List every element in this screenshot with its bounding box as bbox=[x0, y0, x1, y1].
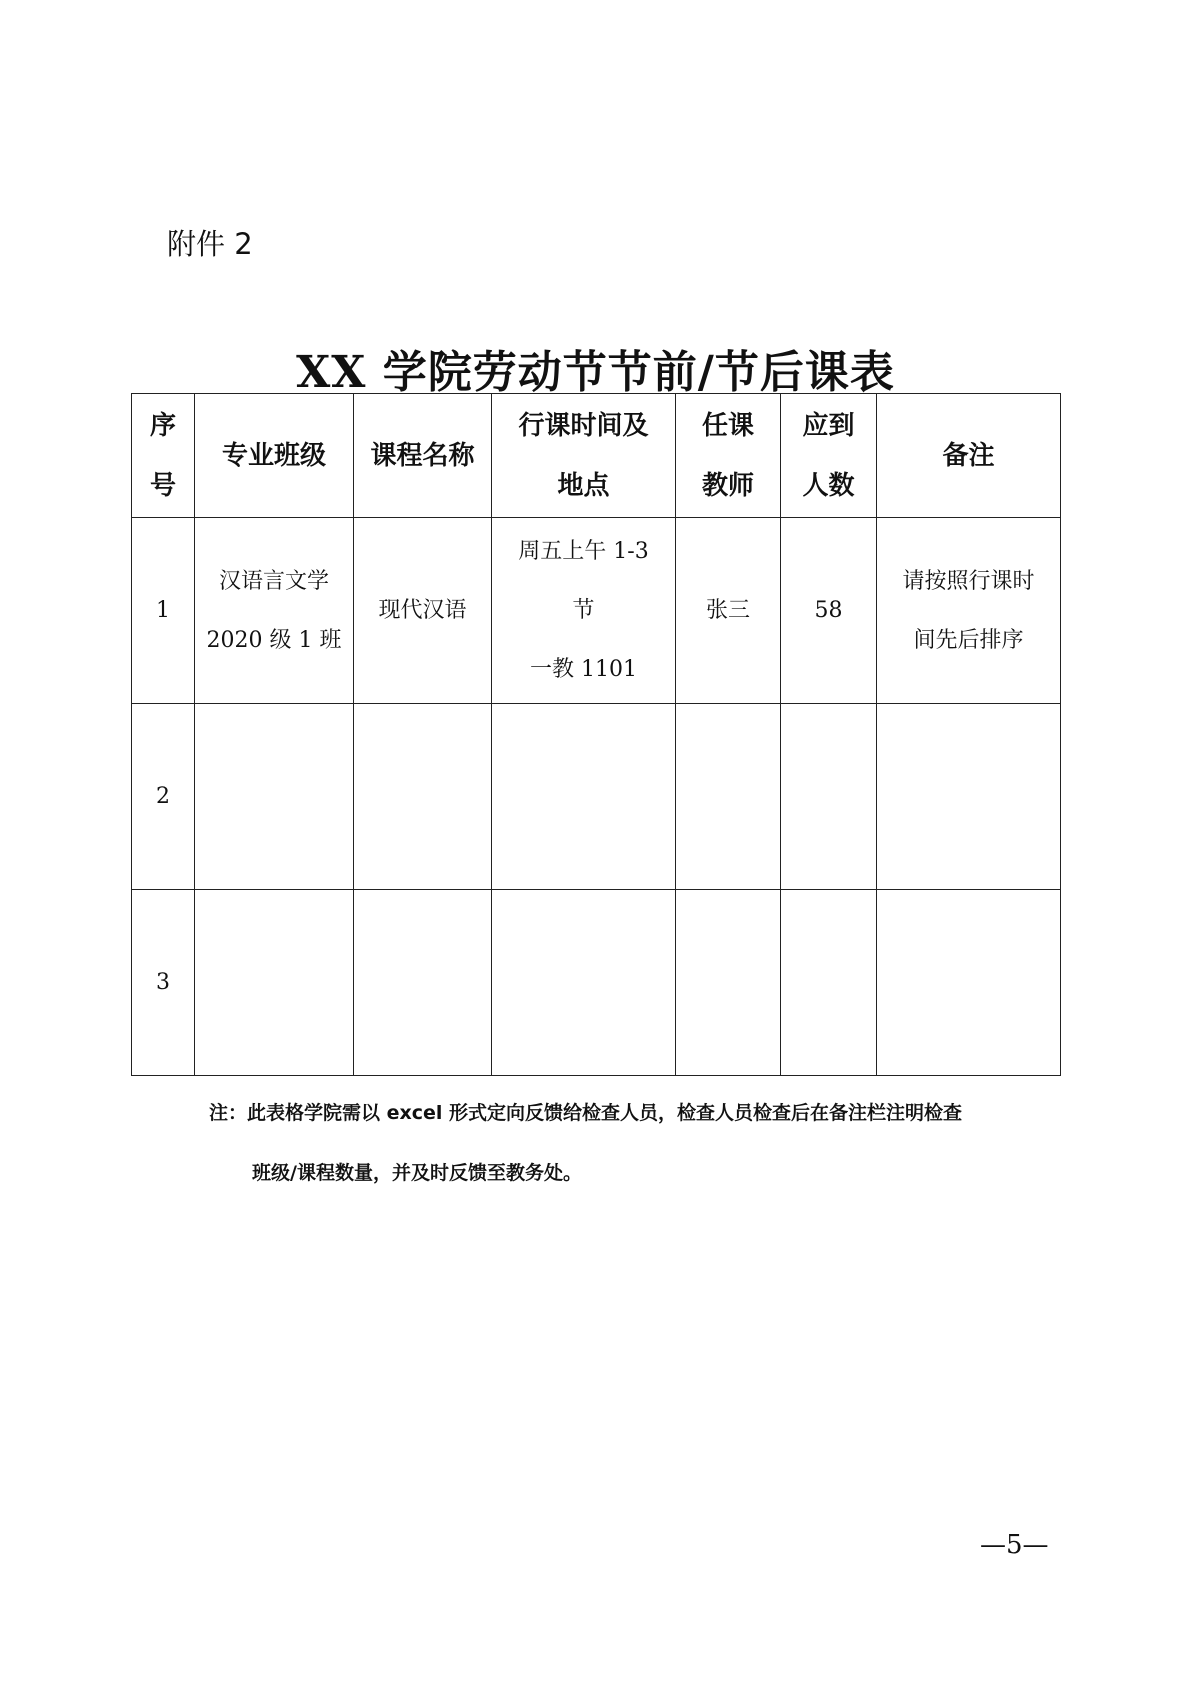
cell-remark bbox=[877, 518, 1061, 704]
header-class: 专业班级 bbox=[195, 394, 354, 518]
cell-course bbox=[354, 704, 492, 890]
header-count bbox=[781, 394, 877, 518]
cell-remark bbox=[877, 704, 1061, 890]
header-seq-line2: 号 bbox=[149, 470, 176, 501]
cell-teacher: 张三 bbox=[676, 518, 781, 704]
cell-time-place-line2: 节 bbox=[572, 598, 595, 623]
header-teacher-line1: 任课 bbox=[701, 410, 754, 441]
header-teacher-line2: 教师 bbox=[701, 470, 754, 501]
page-number: —5— bbox=[980, 1530, 1049, 1560]
cell-remark-line1: 请按照行课时 bbox=[902, 568, 1035, 594]
header-seq bbox=[132, 394, 195, 518]
cell-count bbox=[781, 890, 877, 1076]
cell-seq: 2 bbox=[132, 704, 195, 890]
cell-count: 58 bbox=[781, 518, 877, 704]
cell-count bbox=[781, 704, 877, 890]
cell-course: 现代汉语 bbox=[354, 518, 492, 704]
table-row bbox=[132, 890, 1061, 1076]
cell-remark bbox=[877, 890, 1061, 1076]
cell-class-line1: 汉语言文学 bbox=[218, 568, 329, 594]
cell-class bbox=[195, 890, 354, 1076]
cell-teacher bbox=[676, 890, 781, 1076]
header-time-place bbox=[492, 394, 676, 518]
table-row bbox=[132, 518, 1061, 704]
header-count-line2: 人数 bbox=[802, 470, 855, 501]
document-title: XX 学院劳动节节前/节后课表 bbox=[296, 347, 895, 398]
header-remark: 备注 bbox=[877, 394, 1061, 518]
cell-course bbox=[354, 890, 492, 1076]
cell-seq: 1 bbox=[132, 518, 195, 704]
note-line-2: 班级/课程数量，并及时反馈至教务处。 bbox=[252, 1162, 582, 1184]
note-line-1: 注：此表格学院需以 excel 形式定向反馈给检查人员，检查人员检查后在备注栏注明检查 bbox=[209, 1102, 963, 1124]
attachment-label: 附件 2 bbox=[167, 227, 253, 261]
cell-time-place bbox=[492, 890, 676, 1076]
header-count-line1: 应到 bbox=[802, 410, 855, 441]
cell-class-line2: 2020 级 1 班 bbox=[206, 627, 342, 653]
cell-remark-line2: 间先后排序 bbox=[913, 627, 1024, 653]
header-time-place-line1: 行课时间及 bbox=[518, 410, 649, 441]
table-row bbox=[132, 704, 1061, 890]
header-teacher bbox=[676, 394, 781, 518]
cell-time-place bbox=[492, 518, 676, 704]
cell-time-place-line3: 一教 1101 bbox=[530, 657, 637, 682]
cell-class bbox=[195, 704, 354, 890]
header-course: 课程名称 bbox=[354, 394, 492, 518]
table-header-row bbox=[132, 394, 1061, 518]
header-time-place-line2: 地点 bbox=[557, 470, 610, 501]
header-seq-line1: 序 bbox=[149, 410, 176, 441]
cell-time-place bbox=[492, 704, 676, 890]
cell-class bbox=[195, 518, 354, 704]
cell-seq: 3 bbox=[132, 890, 195, 1076]
cell-teacher bbox=[676, 704, 781, 890]
schedule-table bbox=[131, 393, 1061, 1076]
cell-time-place-line1: 周五上午 1-3 bbox=[518, 539, 649, 564]
